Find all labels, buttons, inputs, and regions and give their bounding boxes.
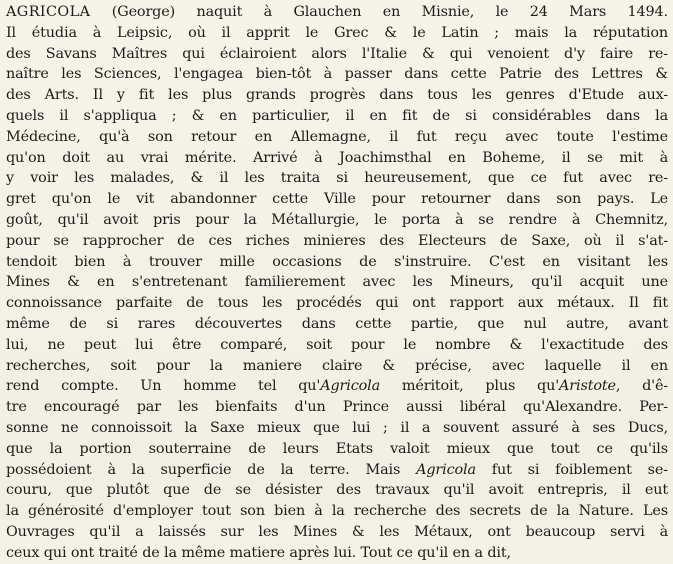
text-line: des Arts. Il y fit les plus grands progrès dans tous les genres d'Etude aux- — [6, 87, 668, 104]
text-segment: , d'ê- — [615, 378, 669, 395]
text-line: la générosité d'employer tout son bien à la recherche des secrets de la Nature. Les — [6, 503, 668, 520]
text-segment: rend compte. Un homme tel qu' — [6, 378, 321, 395]
article-heading-name: AGRICOLA — [6, 4, 91, 20]
text-line: tre encouragé par les bienfaits d'un Prince aussi libéral qu'Alexandre. Per- — [6, 399, 668, 416]
italic-name-aristote: Aristote — [559, 378, 616, 395]
text-line: des Savans Maîtres qui éclairoient alors l'Italie & qui venoient d'y faire re- — [6, 45, 668, 62]
text-line: recherches, soit pour la maniere claire & précise, avec laquelle il en — [6, 357, 668, 374]
article-body — [6, 2, 668, 564]
text-line: que la portion souterraine de leurs Etats valoit mieux que tout ce qu'ils — [6, 440, 668, 457]
text-line: goût, qu'il avoit pris pour la Métallurgie, le porta à se rendre à Chemnitz, — [6, 211, 668, 228]
text-line: Mines & en s'entretenant familierement avec les Mineurs, qu'il acquit une — [6, 274, 668, 291]
text-line: connoissance parfaite de tous les procédés qui ont rapport aux métaux. Il fit — [6, 295, 668, 312]
text-line: y voir les malades, & il les traita si heureusement, que ce fut avec re- — [6, 170, 668, 187]
text-segment: fut si foiblement se- — [475, 461, 668, 478]
text-line: sonne ne connoissoit la Saxe mieux que lui ; il a souvent assuré à ses Ducs, — [6, 419, 668, 436]
text-line: lui, ne peut lui être comparé, soit pour le nombre & l'exactitude des — [6, 336, 668, 353]
text-line: qu'on doit au vrai mérite. Arrivé à Joachimsthal en Boheme, il se mit à — [6, 149, 668, 166]
text-line: même de si rares découvertes dans cette partie, que nul autre, avant — [6, 315, 668, 332]
text-segment: méritoit, plus qu' — [380, 378, 560, 395]
text-segment: possédoient à la superficie de la terre. Mais — [6, 461, 417, 478]
text-line: pour se rapprocher de ces riches minieres des Electeurs de Saxe, où il s'at- — [6, 232, 668, 249]
italic-name-agricola: Agricola — [416, 461, 476, 478]
italic-name-agricola: Agricola — [320, 378, 381, 395]
text-line: Ouvrages qu'il a laissés sur les Mines & les Métaux, ont beaucoup servi à — [6, 523, 668, 540]
text-line-19 — [6, 376, 668, 397]
first-line-text: (George) naquit à Glauchen en Misnie, le 24 Mars 1494. — [90, 4, 668, 20]
text-line: ceux qui ont traité de la même matiere après lui. Tout ce qu'il en a dit, — [6, 544, 511, 561]
text-line: naître les Sciences, l'engagea bien-tôt à passer dans cette Patrie des Lettres & — [6, 66, 668, 83]
text-line: Médecine, qu'à son retour en Allemagne, il fut reçu avec toute l'estime — [6, 128, 668, 145]
text-line-23 — [6, 460, 668, 481]
text-line: gret qu'on le vit abandonner cette Ville pour retourner dans son pays. Le — [6, 191, 668, 208]
text-line-1 — [6, 2, 668, 23]
text-line: couru, que plutôt que de se désister des travaux qu'il avoit entrepris, il eut — [6, 482, 668, 499]
text-line: Il étudia à Leipsic, où il apprit le Grec & le Latin ; mais la réputation — [6, 24, 668, 41]
text-line: tendoit bien à trouver mille occasions de s'instruire. C'est en visitant les — [6, 253, 668, 270]
text-line: quels il s'appliqua ; & en particulier, il en fit de si considérables dans la — [6, 107, 668, 124]
